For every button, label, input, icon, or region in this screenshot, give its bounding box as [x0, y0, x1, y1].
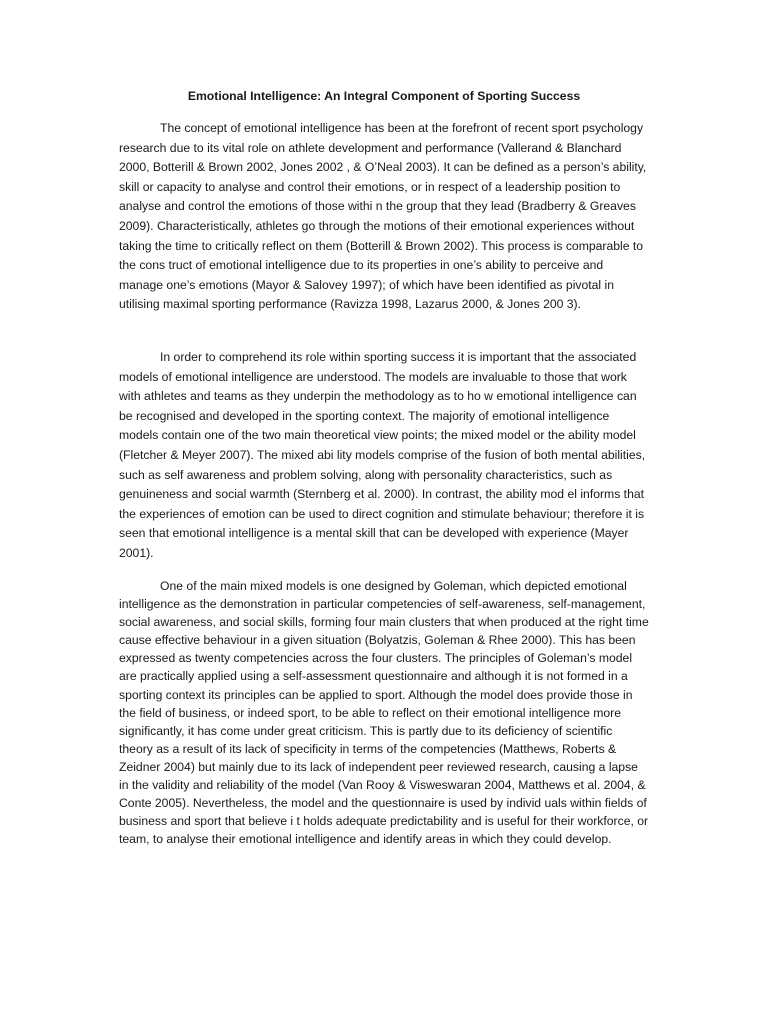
paragraph-goleman-model: One of the main mixed models is one designed by Goleman, which depicted emotional intelligence as the demonstration in particular competencies of self-awareness, self-management, social awareness, and social skills, forming four main clusters that when produced at the right time cause effective behaviour in a given situation (Bolyatzis, Goleman & Rhee 2000). This has been expressed as twenty competencies across the four clusters. The principles of Goleman’s model are practically applied using a self-assessment questionnaire and although it is not formed in a sporting context its principles can be applied to sport. Although the model does provide those in the field of business, or indeed sport, to be able to reflect on their emotional intelligence more significantly, it has come under great criticism. This is partly due to its deficiency of scientific theory as a result of its lack of specificity in terms of the competencies (Matthews, Roberts & Zeidner 2004) but mainly due to its lack of independent peer reviewed research, causing a lapse in the validity and reliability of the model (Van Rooy & Visweswaran 2004, Matthews et al. 2004, & Conte 2005). Nevertheless, the model and the questionnaire is used by individ uals within fields of business and sport that believe i t holds adequate predictability and is useful for their workforce, or team, to analyse their emotional intelligence and identify areas in which they could develop.: [119, 579, 649, 847]
paragraph-intro: The concept of emotional intelligence has been at the forefront of recent sport psychology research due to its vital role on athlete development and performance (Vallerand & Blanchard 2000, Botterill & Brown 2002, Jones 2002 , & O’Neal 2003). It can be defined as a person’s ability, skill or capacity to analyse and control their emotions, or in respect of a leadership position to analyse and control the emotions of those withi n the group that they lead (Bradberry & Greaves 2009). Characteristically, athletes go through the motions of their emotional experiences without taking the time to critically reflect on them (Botterill & Brown 2002). This process is comparable to the cons truct of emotional intelligence due to its properties in one’s ability to perceive and manage one’s emotions (Mayor & Salovey 1997); of which have been identified as pivotal in utilising maximal sporting performance (Ravizza 1998, Lazarus 2000, & Jones 200 3).: [119, 121, 647, 312]
document-title: Emotional Intelligence: An Integral Component of Sporting Success: [187, 89, 581, 103]
paragraph-models: In order to comprehend its role within sporting success it is important that the associated models of emotional intelligence are understood. The models are invaluable to those that work with athletes and teams as they underpin the methodology as to ho w emotional intelligence can be recognised and developed in the sporting context. The majority of emotional intelligence models contain one of the two main theoretical view points; the mixed model or the ability model (Fletcher & Meyer 2007). The mixed abi lity models comprise of the fusion of both mental abilities, such as self awareness and problem solving, along with personality characteristics, such as genuineness and social warmth (Sternberg et al. 2000). In contrast, the ability mod el informs that the experiences of emotion can be used to direct cognition and stimulate behaviour; therefore it is seen that emotional intelligence is a mental skill that can be developed with experience (Mayer 2001).: [119, 350, 646, 560]
